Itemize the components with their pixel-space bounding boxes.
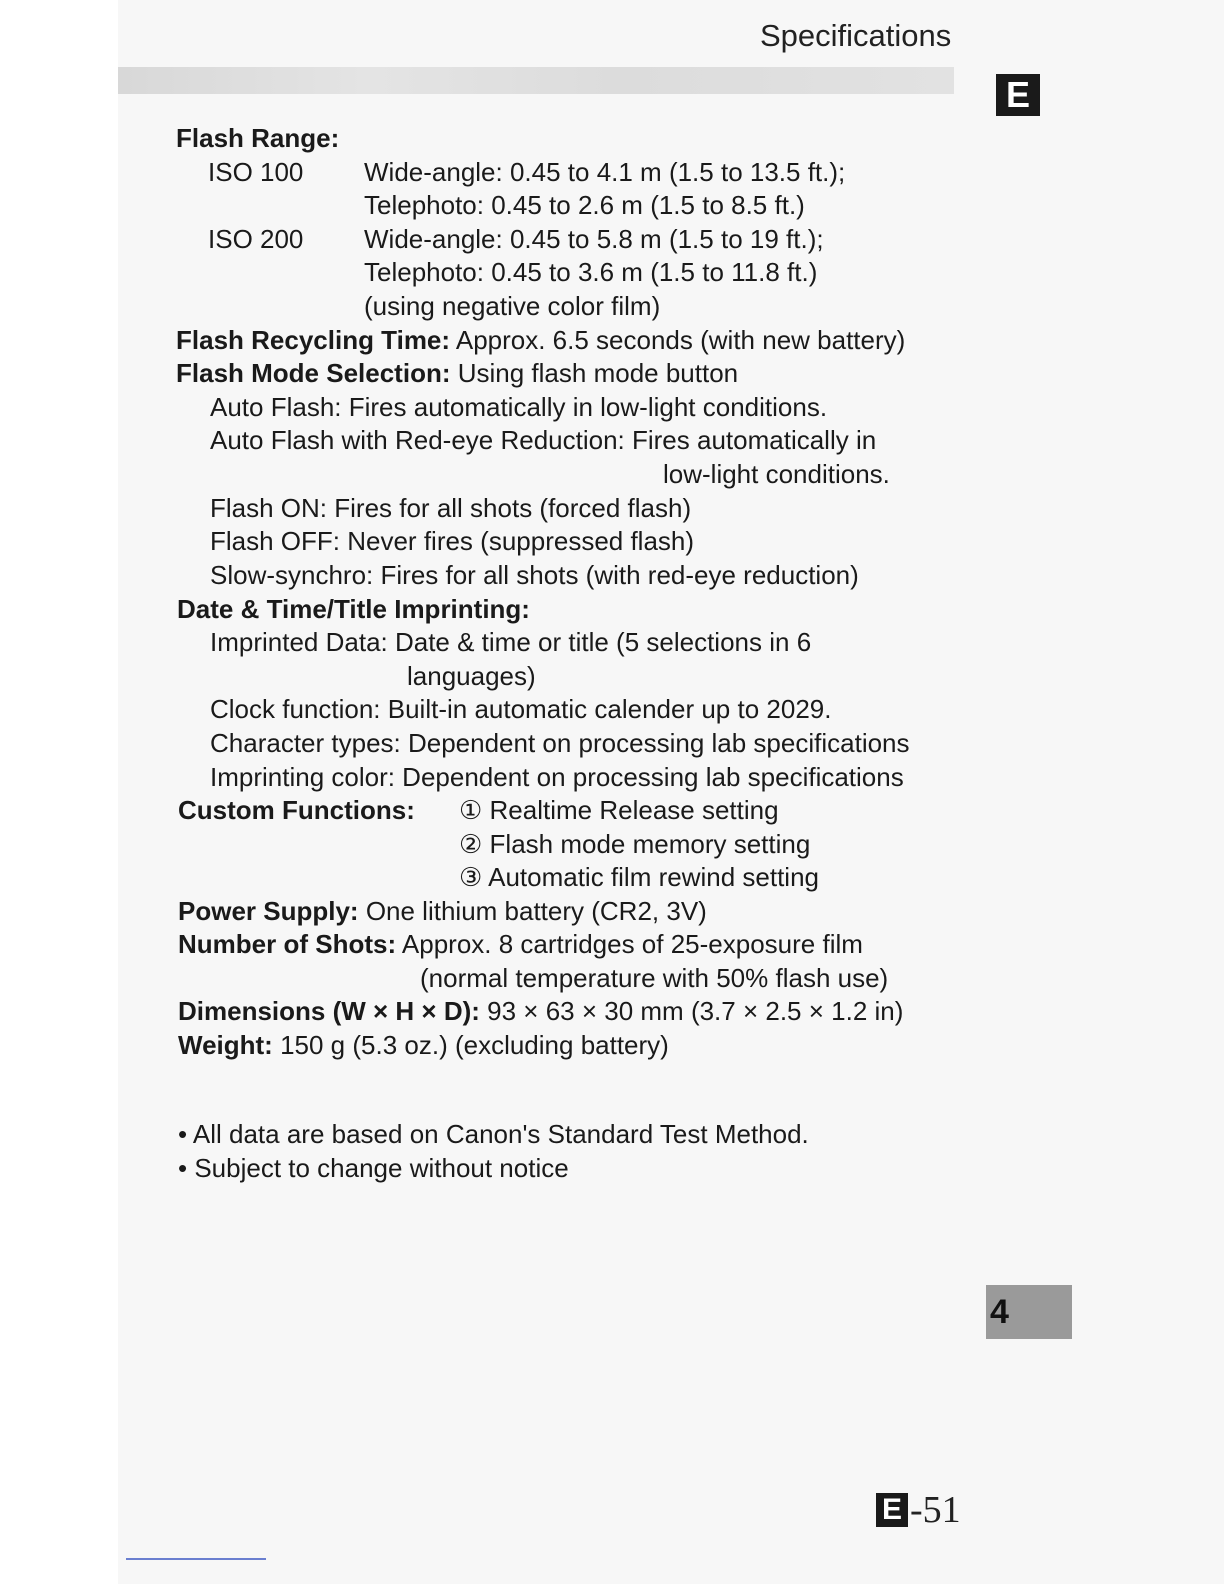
- custom-function-2: ② Flash mode memory setting: [459, 829, 811, 859]
- iso100-tele: Telephoto: 0.45 to 2.6 m (1.5 to 8.5 ft.): [364, 190, 805, 220]
- shots-row: [178, 928, 863, 962]
- flash-mode-value: Using flash mode button: [457, 358, 739, 388]
- flash-mode-label: Flash Mode Selection:: [176, 358, 451, 388]
- flash-mode-redeye-cont: low-light conditions.: [663, 459, 890, 489]
- header-bar: [118, 67, 954, 94]
- dimensions-value: 93 × 63 × 30 mm (3.7 × 2.5 × 1.2 in): [487, 996, 904, 1026]
- bottom-divider: [126, 1558, 266, 1560]
- weight-row: [178, 1029, 669, 1063]
- recycling-value: Approx. 6.5 seconds (with new battery): [455, 325, 906, 355]
- imprinting-data: Imprinted Data: Date & time or title (5 selections in 6: [210, 627, 812, 657]
- page-title: Specifications: [760, 18, 952, 53]
- page-prefix-badge: E: [876, 1493, 908, 1527]
- flash-mode-slow: Slow-synchro: Fires for all shots (with red-eye reduction): [210, 560, 859, 590]
- language-badge: E: [996, 74, 1040, 116]
- page-number-value: -51: [910, 1489, 961, 1531]
- custom-function-3: ③ Automatic film rewind setting: [459, 862, 820, 892]
- weight-label: Weight:: [178, 1030, 273, 1060]
- page-number: [876, 1488, 961, 1532]
- dimensions-label: Dimensions (W × H × D):: [178, 996, 480, 1026]
- iso200-wide: Wide-angle: 0.45 to 5.8 m (1.5 to 19 ft.);: [364, 224, 824, 254]
- shots-label: Number of Shots:: [178, 929, 397, 959]
- shots-value-cont: (normal temperature with 50% flash use): [420, 963, 889, 993]
- dimensions-row: [178, 995, 903, 1029]
- power-label: Power Supply:: [178, 896, 359, 926]
- custom-function-1: ① Realtime Release setting: [459, 795, 779, 825]
- power-row: [178, 895, 707, 929]
- flash-range-label: Flash Range:: [176, 123, 340, 153]
- custom-functions-label: Custom Functions:: [178, 795, 415, 825]
- note-test-method: • All data are based on Canon's Standard Test Method.: [178, 1119, 809, 1149]
- flash-mode-on: Flash ON: Fires for all shots (forced flash): [210, 493, 692, 523]
- power-value: One lithium battery (CR2, 3V): [365, 896, 707, 926]
- flash-mode-redeye: Auto Flash with Red-eye Reduction: Fires automatically in: [210, 425, 877, 455]
- imprinting-data-cont: languages): [407, 661, 536, 691]
- flash-range-note: (using negative color film): [364, 291, 661, 321]
- chapter-tab: 4: [986, 1285, 1072, 1339]
- iso100-label: ISO 100: [208, 157, 304, 187]
- imprinting-clock: Clock function: Built-in automatic calender up to 2029.: [210, 694, 832, 724]
- note-subject-to-change: • Subject to change without notice: [178, 1153, 569, 1183]
- iso100-wide: Wide-angle: 0.45 to 4.1 m (1.5 to 13.5 ft.);: [364, 157, 846, 187]
- recycling-row: [176, 324, 905, 358]
- imprinting-label: Date & Time/Title Imprinting:: [177, 594, 530, 624]
- imprinting-color: Imprinting color: Dependent on processing lab specifications: [210, 762, 904, 792]
- recycling-label: Flash Recycling Time:: [176, 325, 451, 355]
- imprinting-char: Character types: Dependent on processing lab specifications: [210, 728, 910, 758]
- shots-value: Approx. 8 cartridges of 25-exposure film: [401, 929, 863, 959]
- flash-mode-auto: Auto Flash: Fires automatically in low-light conditions.: [210, 392, 828, 422]
- iso200-tele: Telephoto: 0.45 to 3.6 m (1.5 to 11.8 ft.): [364, 257, 818, 287]
- iso200-label: ISO 200: [208, 224, 304, 254]
- flash-mode-row: [176, 357, 738, 391]
- flash-mode-off: Flash OFF: Never fires (suppressed flash): [210, 526, 695, 556]
- weight-value: 150 g (5.3 oz.) (excluding battery): [280, 1030, 669, 1060]
